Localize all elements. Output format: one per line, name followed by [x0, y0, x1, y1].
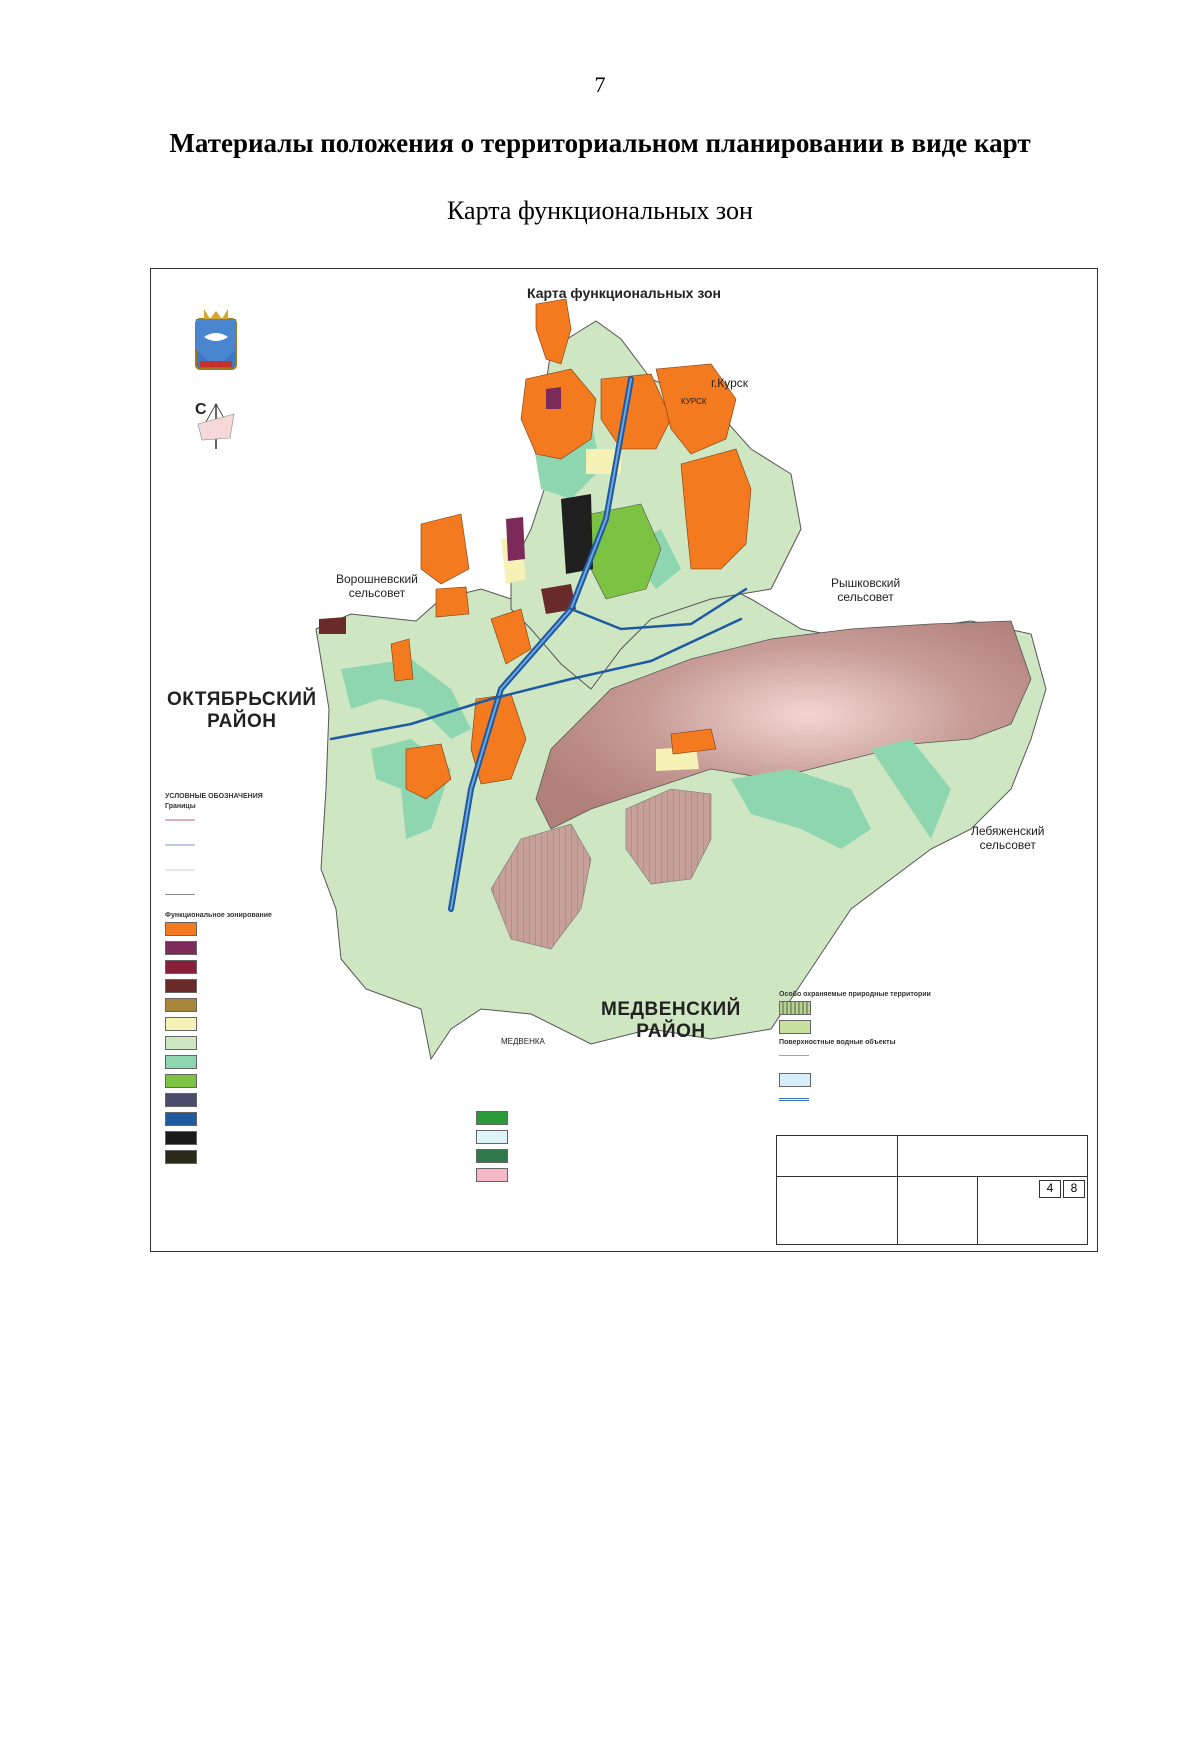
document-title: Материалы положения о территориальном планировании в виде карт [169, 128, 1031, 158]
compass-north-letter: С [195, 401, 207, 418]
document-subtitle: Карта функциональных зон [447, 196, 753, 225]
map-legend-middle [476, 1111, 676, 1187]
legend-heading: УСЛОВНЫЕ ОБОЗНАЧЕНИЯ [165, 793, 263, 800]
label-lebyazhensky: Лебяженский сельсовет [971, 824, 1045, 852]
page-number: 7 [594, 72, 606, 97]
map-legend [165, 791, 355, 1169]
legend-zoning-heading: Функциональное зонирование [165, 912, 272, 919]
title-block-sheets: 8 [1063, 1180, 1085, 1198]
title-block [776, 1135, 1088, 1245]
label-voroshnevsky: Ворошневский сельсовет [336, 572, 418, 600]
title-block-sheet: 4 [1039, 1180, 1061, 1198]
label-oktyabrsky: ОКТЯБРЬСКИЙ РАЙОН [167, 689, 317, 732]
label-kursk-road: КУРСК [681, 397, 707, 406]
label-kursk: г.Курск [711, 376, 749, 390]
legend-borders-heading: Границы [165, 803, 196, 810]
label-medvenka-road: МЕДВЕНКА [501, 1037, 545, 1046]
label-medvensky: МЕДВЕНСКИЙ РАЙОН [601, 999, 741, 1042]
map-title: Карта функциональных зон [527, 285, 721, 301]
map-legend-right [779, 989, 979, 1118]
coat-of-arms [196, 309, 236, 369]
map-figure [150, 268, 1098, 1252]
label-ryshkovsky: Рышковский сельсовет [831, 576, 901, 604]
legend-protected-heading: Особо охраняемые природные территории [779, 991, 931, 998]
legend-water-heading: Поверхностные водные объекты [779, 1039, 896, 1046]
